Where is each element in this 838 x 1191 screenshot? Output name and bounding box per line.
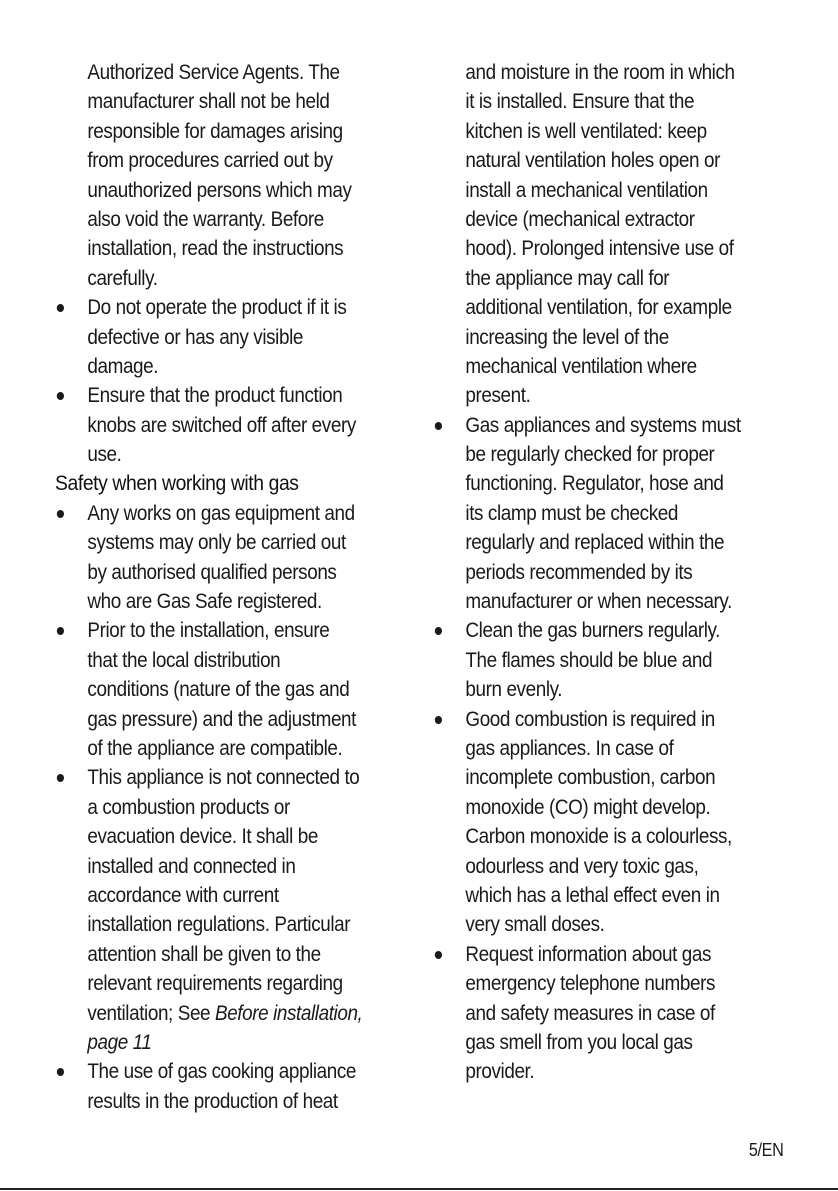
text-line: and moisture in the room in which	[465, 61, 735, 84]
text-line: be regularly checked for proper	[465, 443, 715, 467]
list-item	[55, 293, 420, 381]
text-line: by authorised qualified persons	[87, 560, 337, 584]
text-line: hood). Prolonged intensive use of	[465, 237, 734, 261]
text-line: emergency telephone numbers	[465, 972, 716, 996]
text-line	[55, 1057, 384, 1086]
bullet-icon	[435, 422, 442, 430]
text-line: device (mechanical extractor	[465, 207, 695, 231]
text-line	[55, 499, 384, 528]
text-line: gas appliances. In case of	[465, 736, 674, 760]
text-line: functioning. Regulator, hose and	[465, 472, 724, 496]
text-line: the appliance may call for	[465, 266, 670, 290]
list-item	[433, 940, 803, 1087]
text-line: use.	[87, 443, 122, 467]
text-line: The flames should be blue and	[465, 648, 713, 672]
text-line	[55, 381, 384, 410]
list-item	[55, 1057, 420, 1116]
list-item	[55, 763, 420, 1057]
text-line: Authorized Service Agents. The	[87, 61, 340, 84]
text-line: natural ventilation holes open or	[465, 149, 720, 173]
text-line: kitchen is well ventilated: keep	[465, 119, 707, 143]
text-line: periods recommended by its	[465, 560, 693, 584]
text-line: conditions (nature of the gas and	[87, 678, 350, 702]
text-line: a combustion products or	[87, 795, 290, 819]
text-line: manufacturer or when necessary.	[465, 590, 732, 614]
list-item	[55, 499, 420, 617]
bullet-icon	[57, 627, 64, 635]
text-line: burn evenly.	[465, 678, 563, 702]
text-line: monoxide (CO) might develop.	[465, 795, 711, 819]
cross-reference-link[interactable]: Before installation,	[215, 1001, 363, 1025]
line-text: Request information about gas	[465, 942, 712, 966]
text-line: unauthorized persons which may	[87, 178, 352, 202]
bullet-icon	[57, 392, 64, 400]
text-line: Carbon monoxide is a colourless,	[465, 825, 732, 849]
text-line: results in the production of heat	[87, 1089, 338, 1113]
right-column	[433, 58, 803, 1087]
text-line: provider.	[465, 1060, 535, 1084]
text-line	[433, 705, 766, 734]
cross-reference-page[interactable]: page 11	[87, 1030, 152, 1054]
text-line: defective or has any visible	[87, 325, 303, 349]
text-line: from procedures carried out by	[87, 149, 333, 173]
text-line: that the local distribution	[87, 648, 281, 672]
line-text: Gas appliances and systems must	[465, 413, 741, 437]
bullet-icon	[435, 627, 442, 635]
text-line: additional ventilation, for example	[465, 296, 732, 320]
text-line: systems may only be carried out	[87, 531, 346, 555]
text-line: knobs are switched off after every	[87, 413, 356, 437]
bullet-icon	[57, 304, 64, 312]
text-line	[55, 999, 384, 1028]
text-line: manufacturer shall not be held	[87, 90, 330, 114]
line-text: This appliance is not connected to	[87, 766, 360, 790]
text-line	[433, 616, 766, 645]
bullet-icon	[435, 716, 442, 724]
line-text: Any works on gas equipment and	[87, 501, 355, 525]
bullet-icon	[57, 774, 64, 782]
text-line: mechanical ventilation where	[465, 354, 697, 378]
text-line: who are Gas Safe registered.	[87, 590, 322, 614]
text-line	[433, 940, 766, 969]
text-line: installation, read the instructions	[87, 237, 344, 261]
text-line: attention shall be given to the	[87, 942, 321, 966]
text-line: accordance with current	[87, 883, 279, 907]
text-line: also void the warranty. Before	[87, 207, 324, 231]
text-line: responsible for damages arising	[87, 119, 343, 143]
list-item	[55, 381, 420, 469]
text-line: it is installed. Ensure that the	[465, 90, 695, 114]
text-line: installation regulations. Particular	[87, 913, 351, 937]
page-number: 5/EN	[748, 1140, 783, 1160]
bullet-icon	[57, 510, 64, 518]
text-line: increasing the level of the	[465, 325, 669, 349]
text-line	[55, 763, 384, 792]
text-line: installed and connected in	[87, 854, 296, 878]
line-text: Good combustion is required in	[465, 707, 715, 731]
line-text: Prior to the installation, ensure	[87, 619, 330, 643]
text-line: damage.	[87, 354, 159, 378]
text-line	[55, 293, 384, 322]
bullet-icon	[435, 951, 442, 959]
text-line	[433, 411, 766, 440]
bullet-icon	[57, 1068, 64, 1076]
text-line	[55, 616, 384, 645]
reference-prefix: ventilation; See	[87, 1001, 216, 1025]
list-item	[433, 411, 803, 617]
text-line: which has a lethal effect even in	[465, 883, 720, 907]
text-line: present.	[465, 384, 531, 408]
line-text: The use of gas cooking appliance	[87, 1060, 357, 1084]
list-item	[433, 705, 803, 940]
left-column	[55, 58, 420, 1116]
list-item	[55, 616, 420, 763]
section-heading: Safety when working with gas	[55, 471, 299, 496]
line-text: Clean the gas burners regularly.	[465, 619, 720, 643]
line-text: Do not operate the product if it is	[87, 296, 347, 320]
text-line: odourless and very toxic gas,	[465, 854, 699, 878]
text-line: gas smell from you local gas	[465, 1030, 693, 1054]
line-text: Ensure that the product function	[87, 384, 343, 408]
text-line: relevant requirements regarding	[87, 972, 343, 996]
text-line: gas pressure) and the adjustment	[87, 707, 357, 731]
text-line: install a mechanical ventilation	[465, 178, 708, 202]
text-line: of the appliance are compatible.	[87, 736, 343, 760]
continuation-paragraph	[433, 58, 803, 411]
text-line: very small doses.	[465, 913, 605, 937]
continuation-paragraph	[55, 58, 420, 293]
text-line: incomplete combustion, carbon	[465, 766, 716, 790]
text-line: regularly and replaced within the	[465, 531, 725, 555]
page-bottom-rule	[0, 1188, 838, 1190]
text-line: carefully.	[87, 266, 158, 290]
list-item	[433, 616, 803, 704]
text-line: evacuation device. It shall be	[87, 825, 318, 849]
text-line: and safety measures in case of	[465, 1001, 715, 1025]
text-line: its clamp must be checked	[465, 501, 678, 525]
